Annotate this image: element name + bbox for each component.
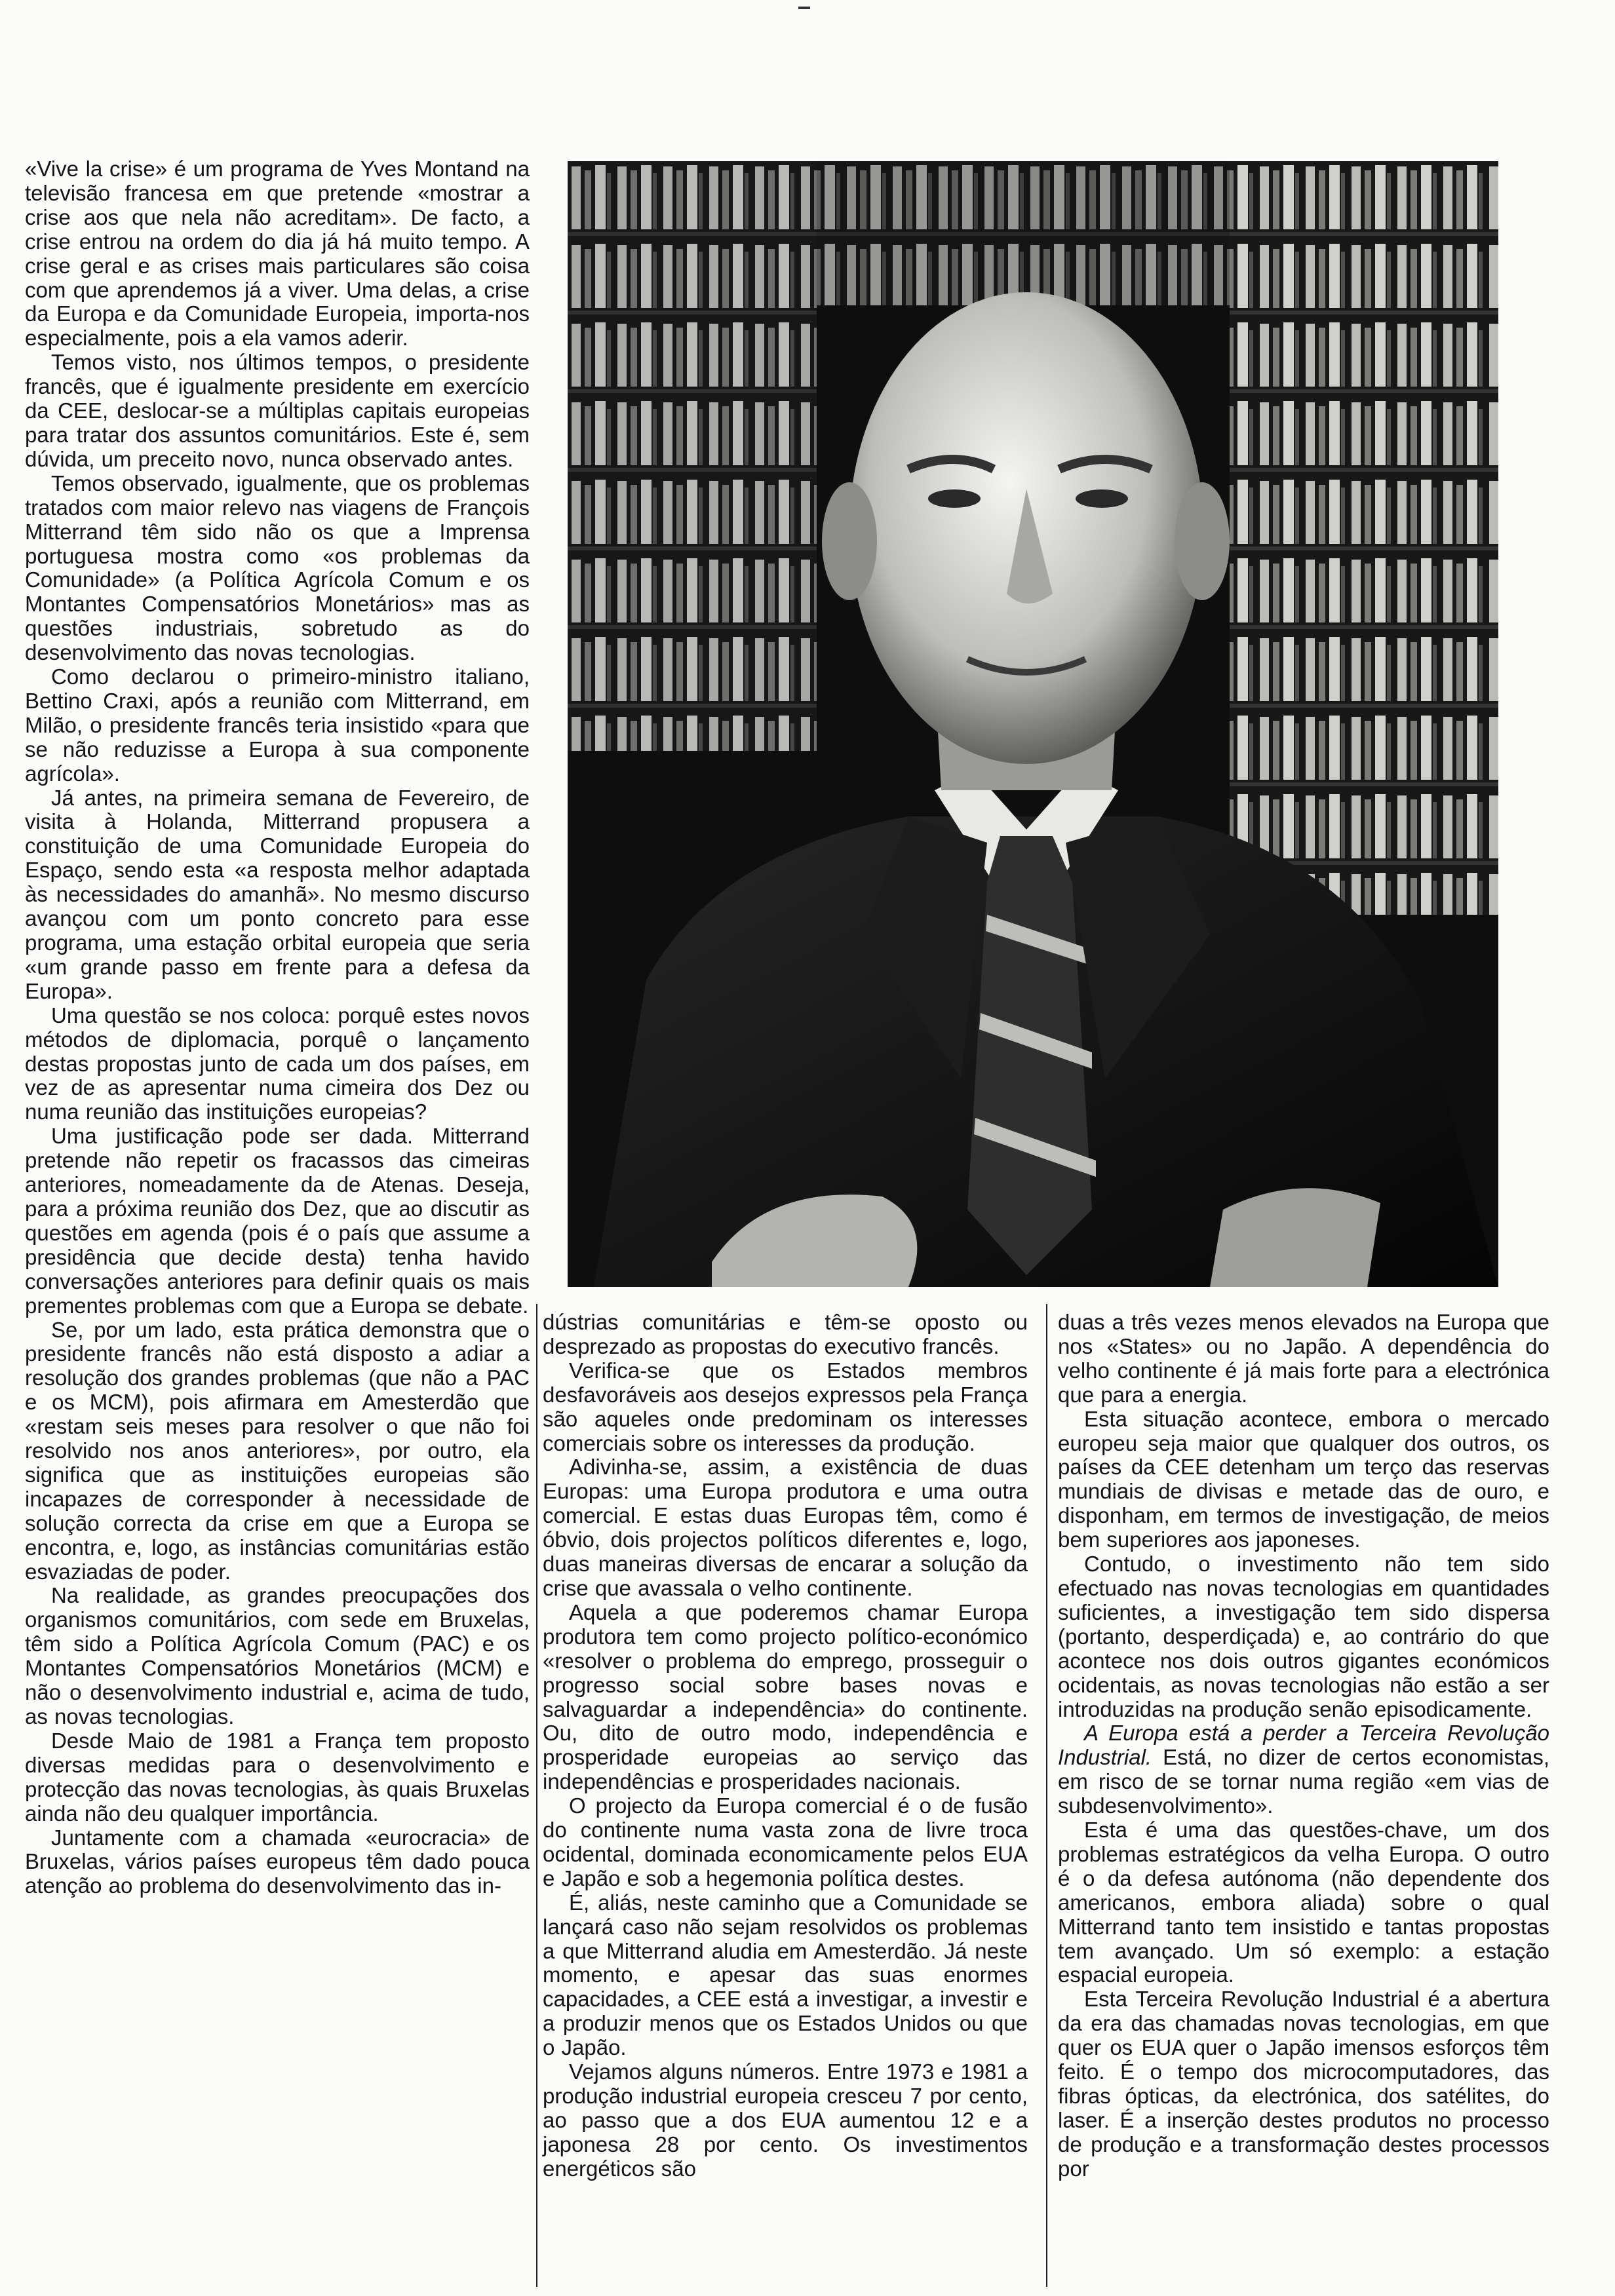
- paragraph: É, aliás, neste caminho que a Comunidade se lançará caso não sejam resolvidos os problemas a que Mitterrand aludia em Amesterdão. Já neste momento, e apesar das suas enormes capacidades, a CEE está a investigar, a investir e a produzir menos que os Estados Unidos ou que o Japão.: [543, 1890, 1028, 2060]
- portrait-photo: [568, 161, 1498, 1287]
- paragraph: Na realidade, as grandes preocupações dos organismos comunitários, com sede em Bruxelas, têm sido a Política Agrícola Comum (PAC) e os Montantes Compensatórios Monetários (MCM) e não o desenvolvimento industrial e, acima de tudo, as novas tecnologias.: [25, 1583, 530, 1729]
- paragraph: Desde Maio de 1981 a França tem proposto diversas medidas para o desenvolvimento e protecção das novas tecnologias, às quais Bruxelas ainda não deu qualquer importância.: [25, 1728, 530, 1826]
- paragraph: Vejamos alguns números. Entre 1973 e 1981 a produção industrial europeia cresceu 7 por cento, ao passo que a dos EUA aumentou 12 e a japonesa 28 por cento. Os investimentos energéticos são: [543, 2059, 1028, 2181]
- paragraph: Contudo, o investimento não tem sido efectuado nas novas tecnologias em quantidades suficientes, a investigação tem sido dispersa (portanto, desperdiçada) e, ao contrário do que acontece nos dois outros gigantes económicos ocidentais, as novas tecnologias não estão a ser introduzidas na produção senão episodicamente.: [1058, 1552, 1549, 1721]
- paragraph: Uma justificação pode ser dada. Mitterrand pretende não repetir os fracassos das cimeiras anteriores, nomeadamente da de Atenas. Deseja, para a próxima reunião dos Dez, que ao discutir as questões em agenda (pois é o país que assume a presidência que decide desta) tenha havido conversações anteriores para definir quais os mais prementes problemas com que a Europa se debate.: [25, 1124, 530, 1318]
- article-column-2: [543, 1311, 1028, 2181]
- column-rule: [536, 1304, 537, 2287]
- paragraph: «Vive la crise» é um programa de Yves Montand na televisão francesa em que pretende «mostrar a crise aos que nela não acreditam». De facto, a crise entrou na ordem do dia já há muito tempo. A crise geral e as crises mais particulares são coisa com que aprendemos já a viver. Uma delas, a crise da Europa e da Comunidade Europeia, importa-nos especialmente, pois a ela vamos aderir.: [25, 157, 530, 351]
- paragraph: Se, por um lado, esta prática demonstra que o presidente francês não está disposto a adiar a resolução dos grandes problemas (que não a PAC e os MCM), pois afirmara em Amesterdão que «restam seis meses para resolver o que não foi resolvido nos anos anteriores», por outro, ela significa que as instituições europeias são incapazes de corresponder à necessidade de solução correcta da crise em que a Europa se encontra, e, logo, as instâncias comunitárias estão esvaziadas de poder.: [25, 1317, 530, 1584]
- paragraph: Uma questão se nos coloca: porquê estes novos métodos de diplomacia, porquê o lançamento destas propostas junto de cada um dos países, em vez de as apresentar numa cimeira dos Dez ou numa reunião das instituições europeias?: [25, 1003, 530, 1124]
- paragraph: dústrias comunitárias e têm-se oposto ou desprezado as propostas do executivo francês.: [543, 1310, 1028, 1358]
- paragraph: [1058, 1721, 1549, 1818]
- paragraph: Temos observado, igualmente, que os problemas tratados com maior relevo nas viagens de François Mitterrand têm sido não os que a Imprensa portuguesa mostra como «os problemas da Comunidade» (a Política Agrícola Comum e os Montantes Compensatórios Monetários» mas as questões industriais, sobretudo as do desenvolvimento das novas tecnologias.: [25, 470, 530, 665]
- paragraph: Como declarou o primeiro-ministro italiano, Bettino Craxi, após a reunião com Mitterrand, em Milão, o presidente francês teria insistido «para que se não reduzisse a Europa à sua componente agrícola».: [25, 664, 530, 786]
- paragraph: Aquela a que poderemos chamar Europa produtora tem como projecto político-económico «resolver o problema do emprego, prosseguir o progresso social sobre bases novas e salvaguardar a independência» do continente. Ou, dito de outro modo, independência e prosperidade europeias ao serviço das independências e prosperidades nacionais.: [543, 1599, 1028, 1794]
- portrait-illustration: [568, 161, 1498, 1287]
- paragraph: Adivinha-se, assim, a existência de duas Europas: uma Europa produtora e uma outra comercial. E estas duas Europas têm, como é óbvio, dois projectos políticos diferentes e, logo, duas maneiras diversas de encarar a solução da crise que avassala o velho continente.: [543, 1455, 1028, 1600]
- paragraph-text: Está, no dizer de certos economistas, em risco de se tornar numa região «em vias de subdesenvolvimento».: [1058, 1745, 1549, 1818]
- paragraph: Já antes, na primeira semana de Fevereiro, de visita à Holanda, Mitterrand propusera a constituição de uma Comunidade Europeia do Espaço, sendo esta «a resposta melhor adaptada às necessidades do amanhã». No mesmo discurso avançou com um ponto concreto para esse programa, uma estação orbital europeia que seria «um grande passo em frente para a defesa da Europa».: [25, 785, 530, 1003]
- paragraph: Verifica-se que os Estados membros desfavoráveis aos desejos expressos pela França são aqueles onde predominam os interesses comerciais sobre os interesses da produção.: [543, 1358, 1028, 1455]
- paragraph: duas a três vezes menos elevados na Europa que nos «States» ou no Japão. A dependência do velho continente é já mais forte para a electrónica que para a energia.: [1058, 1310, 1549, 1407]
- paragraph: Esta é uma das questões-chave, um dos problemas estratégicos da velha Europa. O outro é o da defesa autónoma (não dependente dos americanos, embora aliada) sobre o qual Mitterrand tanto tem insistido e tantas propostas tem avançado. Um só exemplo: a estação espacial europeia.: [1058, 1818, 1549, 1987]
- scan-mark: [798, 7, 810, 9]
- paragraph: Juntamente com a chamada «eurocracia» de Bruxelas, vários países europeus têm dado pouca atenção ao problema do desenvolvimento das in-: [25, 1825, 530, 1898]
- paragraph: Esta Terceira Revolução Industrial é a abertura da era das chamadas novas tecnologias, em que quer os EUA quer o Japão imensos esforços têm feito. É o tempo dos microcomputadores, das fibras ópticas, da electrónica, dos satélites, do laser. É a inserção destes produtos no processo de produção e a transformação destes processos por: [1058, 1987, 1549, 2181]
- column-rule: [1046, 1304, 1047, 2287]
- paragraph: Temos visto, nos últimos tempos, o presidente francês, que é igualmente presidente em exercício da CEE, deslocar-se a múltiplas capitais europeias para tratar dos assuntos comunitários. Este é, sem dúvida, um preceito novo, nunca observado antes.: [25, 350, 530, 471]
- italic-statement: A Europa está a perder a Terceira Revolução Industrial.: [1058, 1721, 1549, 1770]
- paragraph: Esta situação acontece, embora o mercado europeu seja maior que qualquer dos outros, os países da CEE detenham um terço das reservas mundiais de divisas e metade das de ouro, e disponham, em termos de investigação, de meios bem superiores aos japoneses.: [1058, 1406, 1549, 1552]
- article-column-3: [1058, 1311, 1549, 2181]
- article-column-1: [25, 157, 530, 1898]
- paragraph: O projecto da Europa comercial é o de fusão do continente numa vasta zona de livre troca ocidental, dominada economicamente pelos EUA e Japão e sob a hegemonia política destes.: [543, 1793, 1028, 1890]
